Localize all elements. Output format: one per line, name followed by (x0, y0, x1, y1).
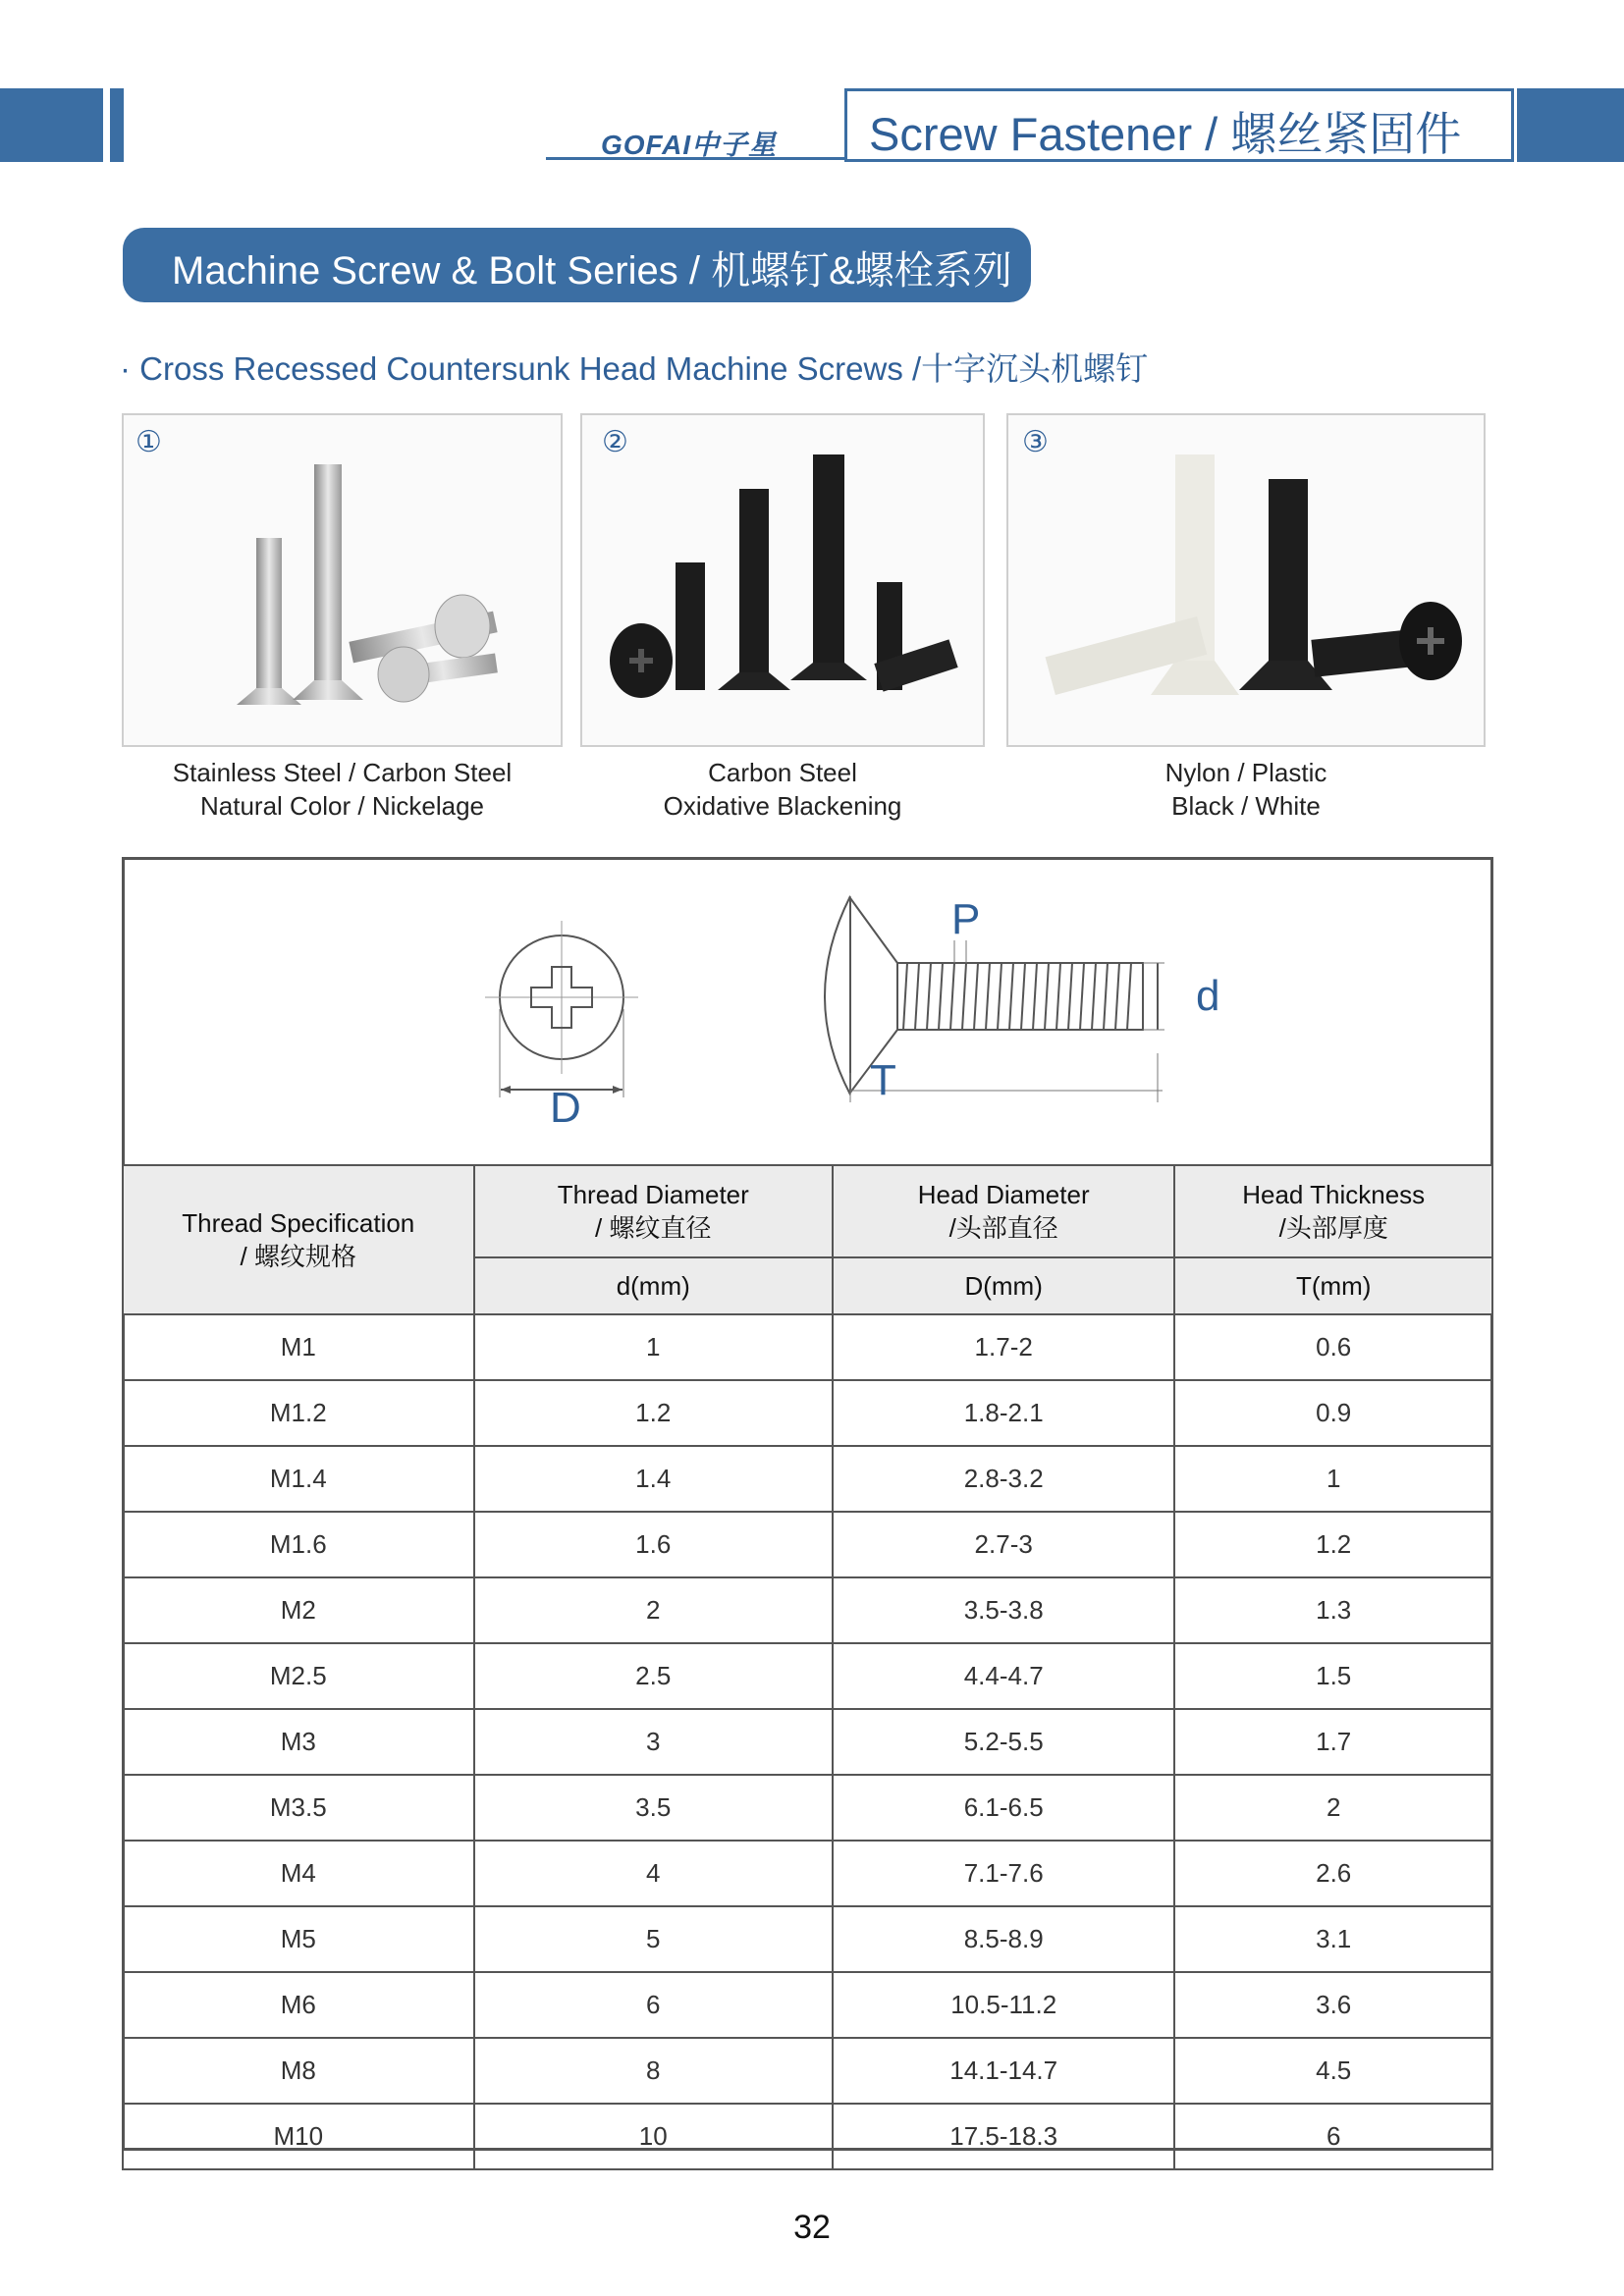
product-caption-2 (580, 756, 985, 823)
cell-head-thick: 3.6 (1174, 1972, 1492, 2038)
header-bar-left (0, 88, 103, 162)
header-en: Head Thickness (1242, 1180, 1426, 1209)
product-caption-3 (1006, 756, 1486, 823)
brand-logo: GOFAI中子星 (601, 130, 778, 160)
cell-head-thick: 1.2 (1174, 1512, 1492, 1577)
caption-line-2: Oxidative Blackening (663, 791, 902, 821)
photo-number: ② (602, 426, 628, 458)
label-P: P (951, 895, 981, 943)
header-cn: / 螺纹直径 (595, 1213, 712, 1243)
header-bar-gap (103, 88, 110, 162)
table-row (123, 1512, 1492, 1577)
cell-thread-dia: 6 (474, 1972, 833, 2038)
table-row (123, 1577, 1492, 1643)
product-photo-2 (580, 413, 985, 747)
cell-head-dia: 17.5-18.3 (833, 2104, 1174, 2169)
cell-spec: M1.4 (123, 1446, 474, 1512)
cell-spec: M5 (123, 1906, 474, 1972)
caption-line-2: Natural Color / Nickelage (199, 791, 484, 821)
cell-spec: M3.5 (123, 1775, 474, 1841)
cell-head-thick: 4.5 (1174, 2038, 1492, 2104)
table-row (123, 2104, 1492, 2169)
caption-line-2: Black / White (1171, 791, 1321, 821)
cell-thread-dia: 1.6 (474, 1512, 833, 1577)
cell-head-thick: 3.1 (1174, 1906, 1492, 1972)
table-row (123, 1643, 1492, 1709)
cell-thread-dia: 8 (474, 2038, 833, 2104)
header-cn: / 螺纹规格 (240, 1242, 356, 1271)
header-cn: /头部厚度 (1278, 1213, 1388, 1243)
cell-spec: M2.5 (123, 1643, 474, 1709)
stainless-screws-illustration (124, 415, 561, 745)
cell-thread-dia: 2 (474, 1577, 833, 1643)
table-row (123, 1841, 1492, 1906)
cell-thread-dia: 1 (474, 1314, 833, 1380)
table-row (123, 1775, 1492, 1841)
header-head-diameter (833, 1165, 1174, 1257)
cell-spec: M2 (123, 1577, 474, 1643)
cell-head-dia: 2.8-3.2 (833, 1446, 1174, 1512)
unit-T: T(mm) (1174, 1257, 1492, 1314)
header-bar-right (1517, 88, 1624, 162)
cell-head-thick: 0.6 (1174, 1314, 1492, 1380)
cell-head-thick: 1 (1174, 1446, 1492, 1512)
table-row (123, 2038, 1492, 2104)
cell-head-thick: 2.6 (1174, 1841, 1492, 1906)
cell-head-dia: 4.4-4.7 (833, 1643, 1174, 1709)
cell-spec: M1 (123, 1314, 474, 1380)
table-row (123, 1446, 1492, 1512)
cell-head-dia: 2.7-3 (833, 1512, 1174, 1577)
screw-dimension-diagram (122, 857, 1493, 1164)
cell-head-dia: 10.5-11.2 (833, 1972, 1174, 2038)
product-photo-3 (1006, 413, 1486, 747)
cell-thread-dia: 1.4 (474, 1446, 833, 1512)
cell-head-thick: 2 (1174, 1775, 1492, 1841)
cell-head-dia: 3.5-3.8 (833, 1577, 1174, 1643)
cell-thread-dia: 2.5 (474, 1643, 833, 1709)
cell-head-thick: 1.5 (1174, 1643, 1492, 1709)
table-row (123, 1709, 1492, 1775)
photo-number: ① (135, 426, 162, 458)
series-label: Machine Screw & Bolt Series / 机螺钉&螺栓系列 (172, 249, 1012, 293)
caption-line-1: Carbon Steel (708, 758, 857, 787)
label-T: T (870, 1056, 896, 1104)
cell-spec: M3 (123, 1709, 474, 1775)
black-screws-illustration (582, 415, 983, 745)
cell-thread-dia: 3 (474, 1709, 833, 1775)
cell-thread-dia: 10 (474, 2104, 833, 2169)
cell-thread-dia: 1.2 (474, 1380, 833, 1446)
header-en: Head Diameter (917, 1180, 1090, 1209)
page-title: Screw Fastener / 螺丝紧固件 (869, 108, 1462, 160)
header-en: Thread Specification (182, 1208, 415, 1238)
spec-table (122, 1164, 1493, 2170)
photo-number: ③ (1022, 426, 1049, 458)
nylon-screws-illustration (1008, 415, 1484, 745)
cell-thread-dia: 5 (474, 1906, 833, 1972)
caption-line-1: Nylon / Plastic (1164, 758, 1327, 787)
table-row (123, 1906, 1492, 1972)
header-bar-left-accent (110, 88, 124, 162)
cell-head-thick: 1.3 (1174, 1577, 1492, 1643)
cell-head-dia: 1.8-2.1 (833, 1380, 1174, 1446)
cell-spec: M1.2 (123, 1380, 474, 1446)
cell-head-dia: 6.1-6.5 (833, 1775, 1174, 1841)
product-subtitle: · Cross Recessed Countersunk Head Machine Screws /十字沉头机螺钉 (120, 350, 1149, 387)
unit-D: D(mm) (833, 1257, 1174, 1314)
table-row (123, 1972, 1492, 2038)
caption-line-1: Stainless Steel / Carbon Steel (172, 758, 513, 787)
header-head-thickness (1174, 1165, 1492, 1257)
cell-spec: M6 (123, 1972, 474, 2038)
header-en: Thread Diameter (557, 1180, 749, 1209)
cell-head-dia: 14.1-14.7 (833, 2038, 1174, 2104)
cell-head-dia: 5.2-5.5 (833, 1709, 1174, 1775)
cell-head-thick: 6 (1174, 2104, 1492, 2169)
cell-spec: M1.6 (123, 1512, 474, 1577)
cell-head-dia: 1.7-2 (833, 1314, 1174, 1380)
cell-head-dia: 7.1-7.6 (833, 1841, 1174, 1906)
table-row (123, 1380, 1492, 1446)
page-number: 32 (793, 2209, 831, 2246)
cell-spec: M10 (123, 2104, 474, 2169)
header-cn: /头部直径 (948, 1213, 1058, 1243)
header-thread-diameter (474, 1165, 833, 1257)
product-photo-1 (122, 413, 563, 747)
cell-head-thick: 0.9 (1174, 1380, 1492, 1446)
cell-thread-dia: 3.5 (474, 1775, 833, 1841)
header-thread-spec (123, 1165, 474, 1314)
cell-spec: M8 (123, 2038, 474, 2104)
cell-thread-dia: 4 (474, 1841, 833, 1906)
product-caption-1 (122, 756, 563, 823)
label-D: D (550, 1084, 581, 1132)
label-d: d (1196, 972, 1220, 1020)
table-row (123, 1314, 1492, 1380)
cell-head-dia: 8.5-8.9 (833, 1906, 1174, 1972)
unit-d: d(mm) (474, 1257, 833, 1314)
cell-spec: M4 (123, 1841, 474, 1906)
cell-head-thick: 1.7 (1174, 1709, 1492, 1775)
